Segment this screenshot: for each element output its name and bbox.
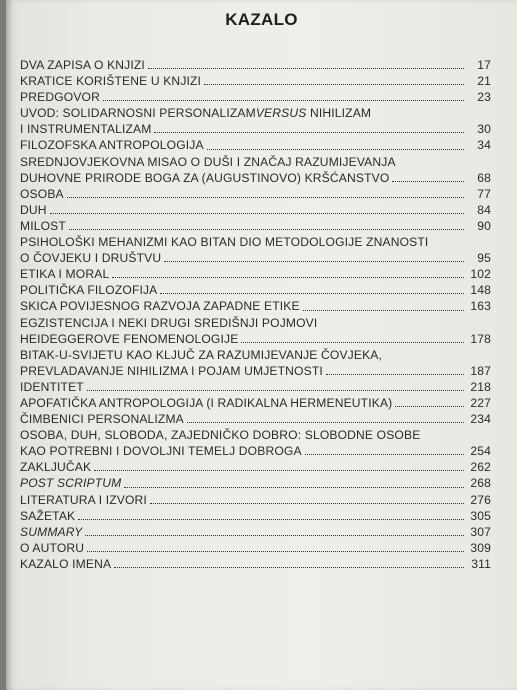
dot-leader [87,390,464,391]
dot-leader [124,487,464,488]
toc-entry-title: LITERATURA I IZVORI [20,492,147,507]
toc-entry [20,556,491,572]
toc-entry-title: I INSTRUMENTALIZAM [20,122,152,137]
toc-line [20,298,491,314]
toc-page-number: 77 [477,186,491,201]
toc-entry-title: FILOZOFSKA ANTROPOLOGIJA [20,138,204,153]
toc-entry-title: APOFATIČKA ANTROPOLOGIJA (I RADIKALNA HERMENEUTIKA) [20,395,393,410]
toc-entry-title: PREVLADAVANJE NIHILIZMA I POJAM UMJETNOSTI [20,363,323,378]
dot-leader [150,503,464,504]
toc-page-number: 254 [470,444,491,459]
toc-entry [20,154,491,186]
toc-page-number: 262 [470,460,491,475]
toc-page-number: 102 [470,267,491,282]
toc-line [20,492,491,508]
toc-line [20,443,491,459]
toc-line [20,170,491,186]
toc-entry-title: OSOBA, DUH, SLOBODA, ZAJEDNIČKO DOBRO: SLOBODNE OSOBE [20,428,421,443]
toc-entry [20,475,491,491]
toc-line [20,282,491,298]
toc-entry [20,379,491,395]
toc-page-number: 276 [470,492,491,507]
toc-entry [20,234,491,266]
toc-entry-title: DVA ZAPISA O KNJIZI [20,58,145,72]
toc-entry-title: KAO POTREBNI I DOVOLJNI TEMELJ DOBROGA [20,444,302,459]
toc-entry-title: EGZISTENCIJA I NEKI DRUGI SREDIŠNJI POJMOVI [20,315,318,330]
toc-entry [20,105,491,137]
toc-page-number: 309 [470,540,491,555]
dot-leader [241,342,464,343]
dot-leader [67,197,464,198]
toc-line [20,73,491,89]
toc-page-number: 148 [470,283,491,298]
toc-line [20,234,491,250]
dot-leader [50,213,464,214]
toc-entry-title: ČIMBENICI PERSONALIZMA [20,412,184,427]
toc-line [20,540,491,556]
toc-line [20,331,491,347]
dot-leader [160,293,464,294]
toc-entry [20,298,491,314]
toc-line [20,266,491,282]
toc-line [20,459,491,475]
dot-leader [112,277,464,278]
toc-entry-title: SREDNJOVJEKOVNA MISAO O DUŠI I ZNAČAJ RAZUMIJEVANJA [20,154,396,169]
toc-entry-title: O AUTORU [20,540,85,555]
toc-line [20,250,491,266]
toc-entry-title: SKICA POVIJESNOG RAZVOJA ZAPADNE ETIKE [20,299,300,314]
toc-line [20,347,491,363]
toc-entry [20,218,491,234]
toc-entry [20,411,491,427]
toc-page-number: 34 [477,138,491,153]
dot-leader [114,567,464,568]
toc-entry-title: MILOST [20,218,66,233]
toc-line [20,379,491,395]
toc-page-number: 163 [470,299,491,314]
toc-entry [20,137,491,153]
toc-line [20,363,491,379]
toc-line [20,186,491,202]
toc-entry-title: POST SCRIPTUM [20,476,122,491]
dot-leader [187,422,464,423]
toc-entry-title: BITAK-U-SVIJETU KAO KLJUČ ZA RAZUMIJEVANJE ČOVJEKA, [20,347,383,362]
toc-entry-title: SAŽETAK [20,508,76,523]
toc-page-number: 68 [477,170,491,185]
toc-line [20,427,491,443]
toc-entry-title: SUMMARY [20,524,83,539]
toc-entry-title: KAZALO IMENA [20,556,112,571]
toc-entry [20,315,491,347]
dot-leader [148,68,464,69]
table-of-contents [20,57,491,572]
toc-line [20,395,491,411]
toc-entry-title: KRATICE KORIŠTENE U KNJIZI [20,74,202,89]
toc-line [20,556,491,572]
dot-leader [78,519,464,520]
toc-entry [20,427,491,459]
toc-line [20,202,491,218]
dot-leader [303,310,464,311]
toc-page-number: 187 [470,363,491,378]
toc-page-number: 268 [470,476,491,491]
toc-line [20,89,491,105]
dot-leader [395,406,464,407]
toc-page-number: 84 [477,202,491,217]
dot-leader [392,181,464,182]
toc-page-number: 17 [477,58,491,72]
toc-entry-title: HEIDEGGEROVE FENOMENOLOGIJE [20,331,239,346]
toc-line [20,315,491,331]
toc-entry-title: PREDGOVOR [20,90,100,105]
toc-line [20,508,491,524]
toc-entry-title: POLITIČKA FILOZOFIJA [20,283,158,298]
toc-entry [20,202,491,218]
toc-entry [20,57,491,73]
toc-line [20,524,491,540]
dot-leader [103,100,464,101]
toc-page-number: 90 [477,218,491,233]
toc-page-number: 30 [477,122,491,137]
toc-page-number: 21 [477,74,491,89]
toc-entry [20,73,491,89]
dot-leader [326,374,464,375]
page-title: KAZALO [225,10,298,29]
dot-leader [94,470,464,471]
toc-entry [20,459,491,475]
toc-entry-title-rest: NIHILIZAM [306,106,372,121]
toc-entry [20,524,491,540]
toc-line [20,105,491,121]
dot-leader [154,132,464,133]
toc-entry-title: PSIHOLOŠKI MEHANIZMI KAO BITAN DIO METODOLOGIJE ZNANOSTI [20,235,429,250]
toc-page-number: 178 [470,331,491,346]
toc-line [20,121,491,137]
toc-page-number: 234 [470,412,491,427]
dot-leader [164,261,464,262]
dot-leader [305,454,464,455]
toc-entry-title: IDENTITET [20,379,84,394]
toc-page-number: 311 [471,556,491,571]
dot-leader [204,84,464,85]
toc-entry-title: UVOD: SOLIDARNOSNI PERSONALIZAM [20,106,256,121]
toc-entry-versus: VERSUS [255,106,307,121]
toc-entry-title: OSOBA [20,186,64,201]
toc-entry [20,492,491,508]
toc-line [20,57,491,73]
toc-entry [20,540,491,556]
toc-entry-title: ETIKA I MORAL [20,267,110,282]
toc-entry-title: DUHOVNE PRIRODE BOGA ZA (AUGUSTINOVO) KRŠĆANSTVO [20,170,390,185]
book-page [6,0,517,690]
toc-entry [20,347,491,379]
toc-entry-title: ZAKLJUČAK [20,460,92,475]
toc-page-number: 23 [477,90,491,105]
dot-leader [85,535,464,536]
toc-page-number: 218 [470,379,491,394]
toc-entry [20,282,491,298]
dot-leader [69,229,464,230]
toc-line [20,137,491,153]
toc-line [20,218,491,234]
toc-page-number: 305 [470,508,491,523]
toc-entry-title: O ČOVJEKU I DRUŠTVU [20,251,162,266]
toc-page-number: 307 [470,524,491,539]
dot-leader [87,551,464,552]
toc-entry [20,395,491,411]
toc-entry [20,266,491,282]
toc-entry [20,186,491,202]
toc-page-number: 227 [470,395,491,410]
dot-leader [207,149,464,150]
toc-entry [20,89,491,105]
toc-line [20,154,491,170]
toc-line [20,411,491,427]
toc-line [20,475,491,491]
toc-page-number: 95 [477,251,491,266]
toc-entry [20,508,491,524]
toc-entry-title: DUH [20,202,47,217]
